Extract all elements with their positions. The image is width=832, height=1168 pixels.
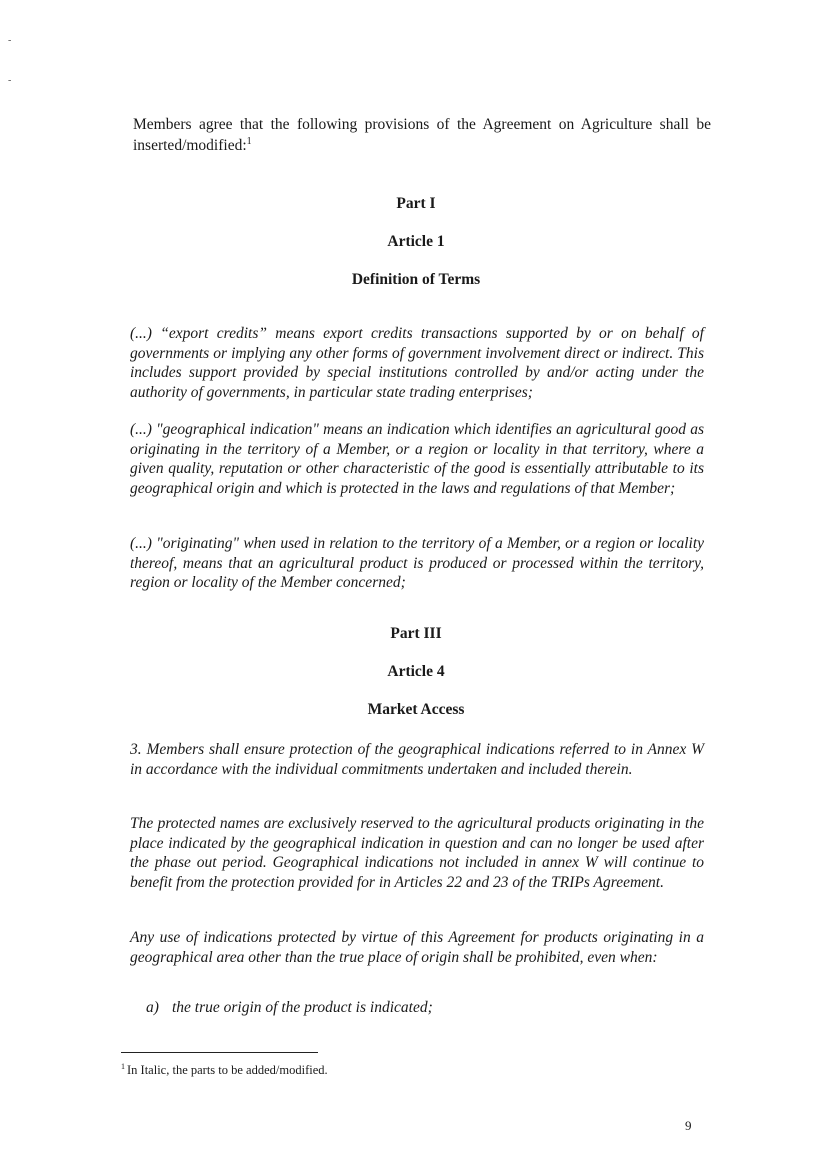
scan-dot-mark: - [8,35,12,46]
footnote-divider [121,1052,318,1053]
definition-geographical-indication: (...) "geographical indication" means an indication which identifies an agricultural good as originating in the territory of a Member, or a region or locality in that territory, where a given quality, reputation or other characteristic of the good is essentially attributable to its geographical origin and which is protected in the laws and regulations of that Member; [130,421,704,497]
definition-originating: (...) "originating" when used in relation to the territory of a Member, or a region or locality thereof, means that an agricultural product is produced or processed within the territory, region or locality of the Member concerned; [130,535,704,591]
list-item-label: a) [146,999,159,1016]
footnote-number: 1 [121,1061,125,1071]
article-1-heading: Article 1 [387,233,445,250]
page-number: 9 [685,1118,692,1133]
protected-names-paragraph: The protected names are exclusively reserved to the agricultural products originating in the place indicated by the geographical indication in question and can no longer be used after the phase out period. Geographical indications not included in annex W will continue to benefit from the protection provided for in Articles 22 and 23 of the TRIPs Agreement. [130,815,704,891]
market-access-heading: Market Access [367,701,465,718]
intro-text: Members agree that the following provisions of the Agreement on Agriculture shall be inserted/modified: [133,116,711,154]
footnote [121,1062,328,1078]
footnote-ref: 1 [246,135,252,147]
definition-export-credits: (...) “export credits” means export credits transactions supported by or on behalf of governments or implying any other forms of government involvement direct or indirect. This includes support provided by special institutions controlled by and/or acting under the authority of governments, in particular state trading enterprises; [130,325,704,401]
market-access-para-3: 3. Members shall ensure protection of the geographical indications referred to in Annex W in accordance with the individual commitments undertaken and included therein. [130,741,704,778]
list-item-a [146,998,433,1018]
part-1-heading: Part I [396,195,436,212]
part-3-heading: Part III [390,625,442,642]
use-prohibition-paragraph: Any use of indications protected by virtue of this Agreement for products originating in a geographical area other than the true place of origin shall be prohibited, even when: [130,929,704,966]
footnote-text: In Italic, the parts to be added/modified. [127,1063,328,1077]
intro-paragraph [133,114,711,156]
definitions-heading: Definition of Terms [351,271,481,288]
list-item-text: the true origin of the product is indicated; [172,999,433,1016]
article-4-heading: Article 4 [387,663,445,680]
scan-dot-mark: - [8,75,12,86]
